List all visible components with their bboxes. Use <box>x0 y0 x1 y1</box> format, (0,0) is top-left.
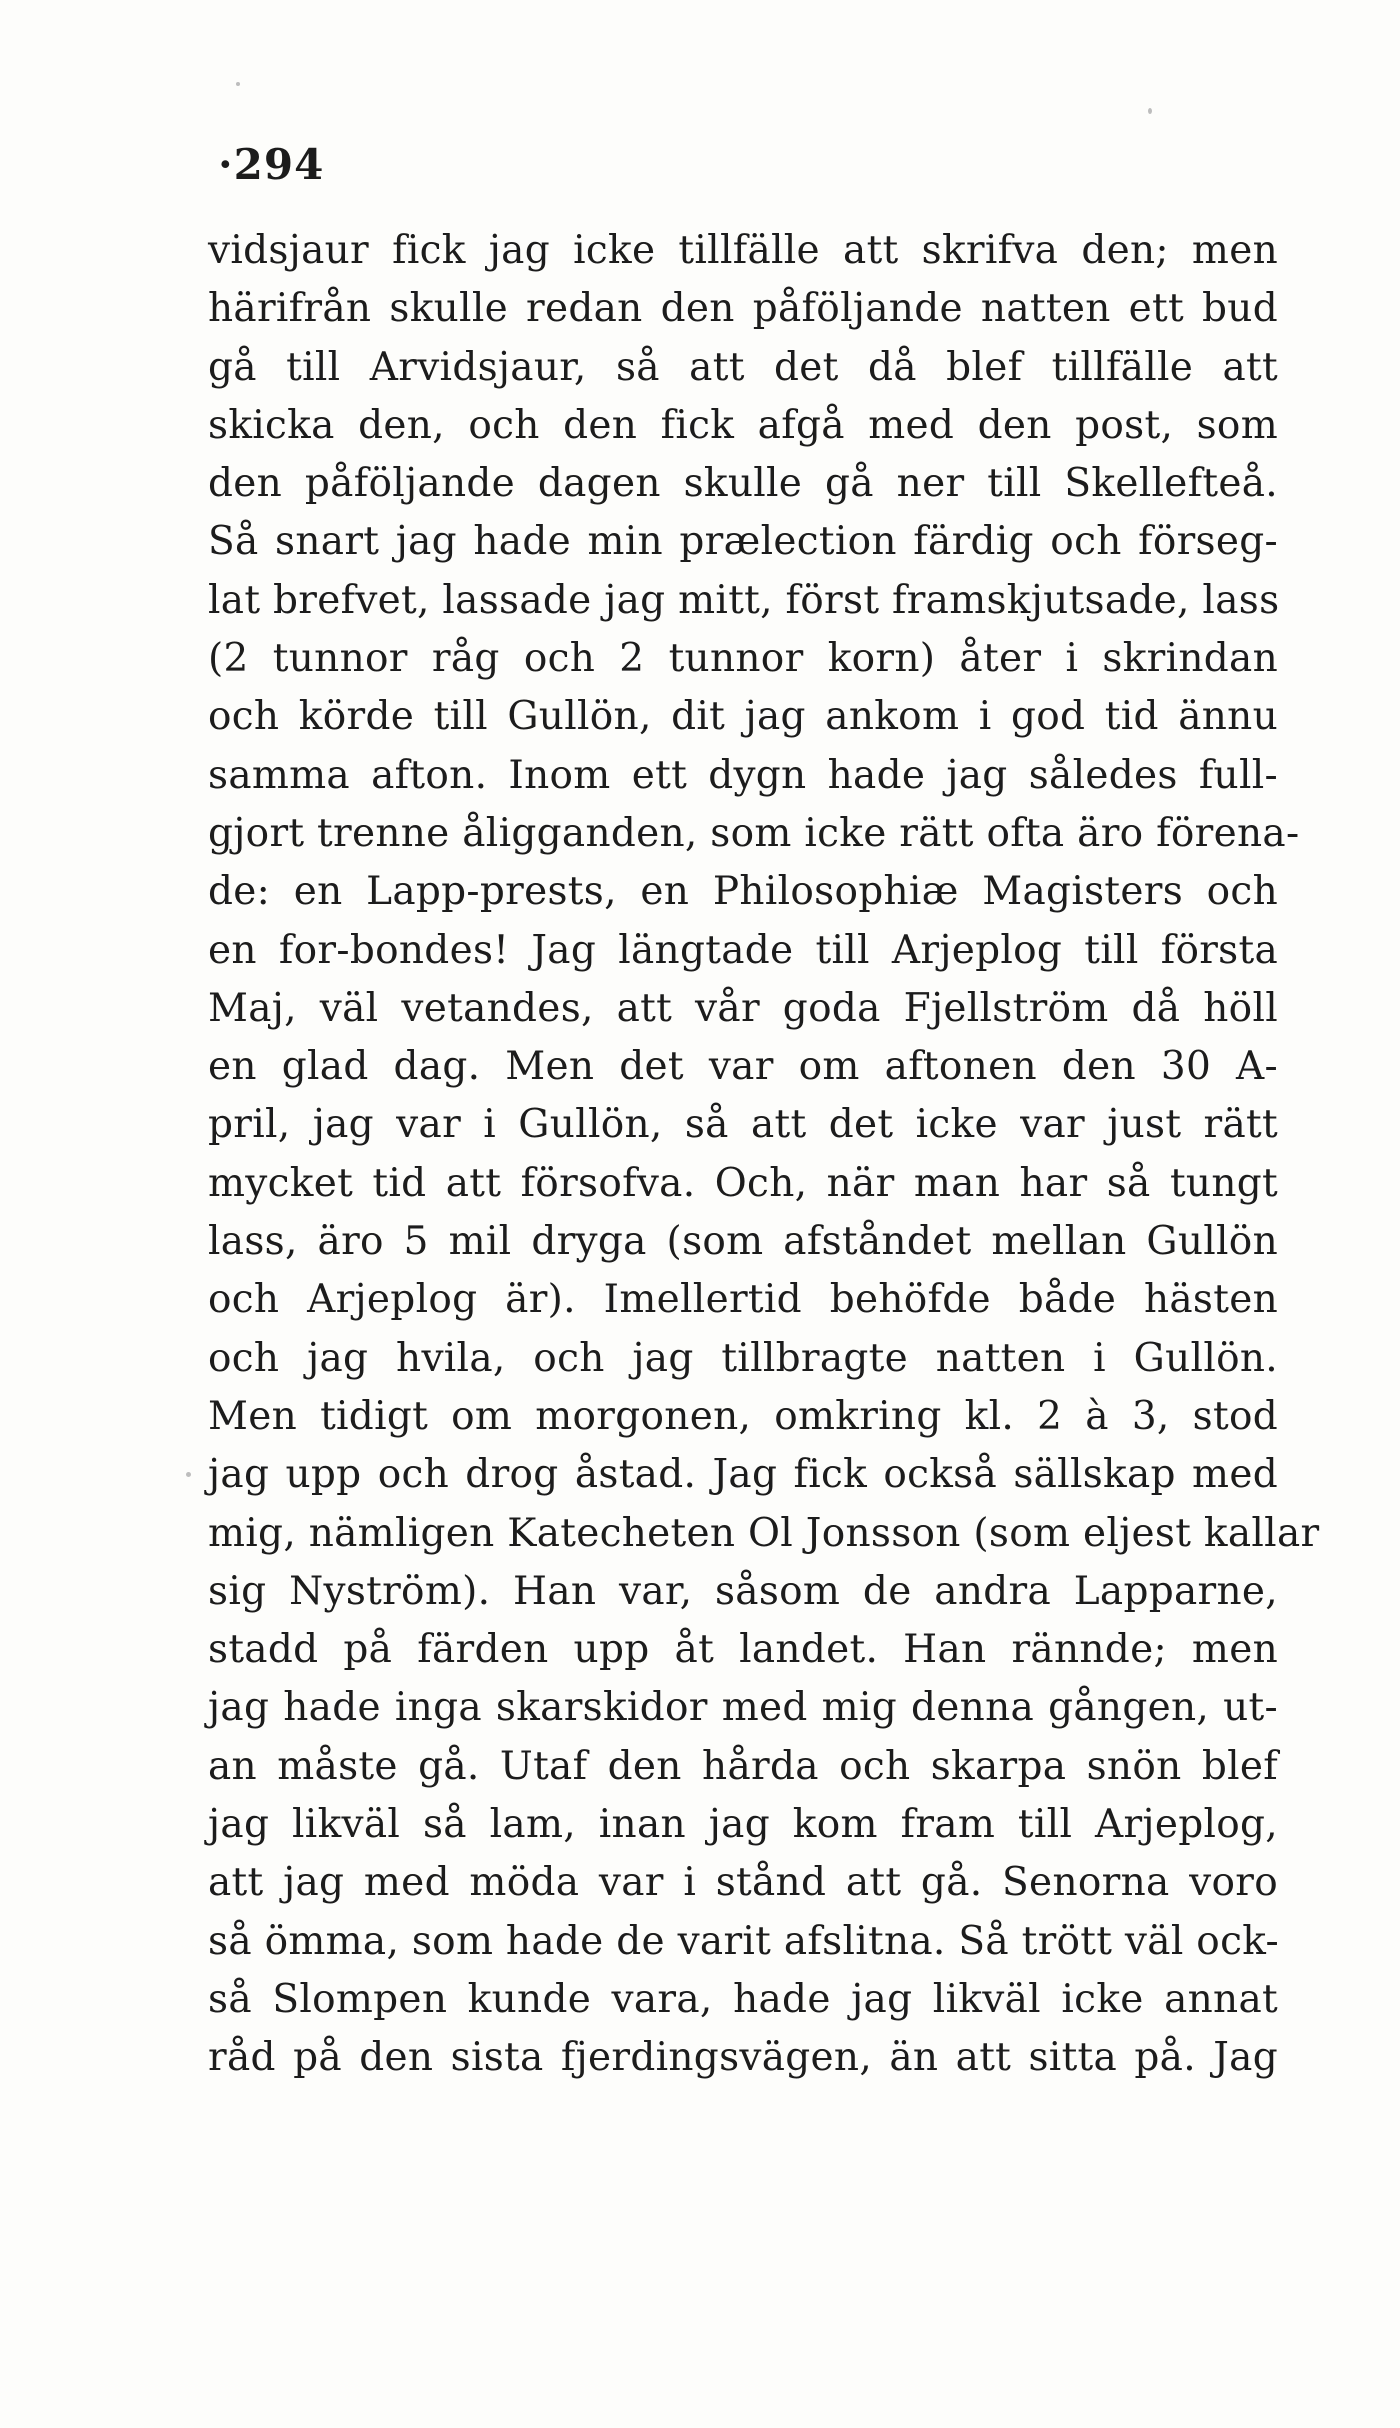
text-line: lass, äro 5 mil dryga (som afståndet mellan Gullön <box>208 1219 1278 1265</box>
text-line: och Arjeplog är). Imellertid behöfde både hästen <box>208 1277 1278 1323</box>
scan-speck <box>236 82 240 86</box>
text-line: jag hade inga skarskidor med mig denna gången, ut- <box>208 1685 1278 1731</box>
page-number: ·294 <box>218 140 325 189</box>
text-line: de: en Lapp-prests, en Philosophiæ Magisters och <box>208 869 1278 915</box>
text-line: och körde till Gullön, dit jag ankom i god tid ännu <box>208 694 1278 740</box>
text-line: pril, jag var i Gullön, så att det icke var just rätt <box>208 1102 1278 1148</box>
text-line: mycket tid att försofva. Och, när man har så tungt <box>208 1160 1278 1206</box>
text-line: så Slompen kunde vara, hade jag likväl icke annat <box>208 1976 1278 2022</box>
text-line: mig, nämligen Katecheten Ol Jonsson (som eljest kallar <box>208 1510 1320 1556</box>
text-line: stadd på färden upp åt landet. Han rännde; men <box>208 1627 1278 1673</box>
text-line: (2 tunnor råg och 2 tunnor korn) åter i skrindan <box>208 636 1278 682</box>
text-line: Maj, väl vetandes, att vår goda Fjellström då höll <box>208 985 1278 1031</box>
text-line: en for-bondes! Jag längtade till Arjeplog till första <box>208 927 1278 973</box>
text-line: och jag hvila, och jag tillbragte natten i Gullön. <box>208 1335 1278 1381</box>
text-line: sig Nyström). Han var, såsom de andra Lapparne, <box>208 1568 1278 1614</box>
text-line: lat brefvet, lassade jag mitt, först framskjutsade, lass <box>208 577 1280 623</box>
text-line: Men tidigt om morgonen, omkring kl. 2 à 3, stod <box>208 1393 1278 1439</box>
text-line: an måste gå. Utaf den hårda och skarpa snön blef <box>208 1743 1278 1789</box>
body-text <box>208 222 1320 2088</box>
scan-speck <box>186 1472 191 1477</box>
text-line: en glad dag. Men det var om aftonen den 30 A- <box>208 1044 1278 1090</box>
scan-speck <box>1148 108 1152 114</box>
text-line: råd på den sista fjerdingsvägen, än att sitta på. Jag <box>208 2035 1278 2081</box>
text-line: samma afton. Inom ett dygn hade jag således full- <box>208 752 1278 798</box>
text-line: härifrån skulle redan den påföljande natten ett bud <box>208 286 1278 332</box>
text-line: jag likväl så lam, inan jag kom fram till Arjeplog, <box>208 1802 1278 1848</box>
text-line: så ömma, som hade de varit afslitna. Så trött väl ock- <box>208 1918 1279 1964</box>
text-line: skicka den, och den fick afgå med den post, som <box>208 402 1278 448</box>
text-line: jag upp och drog åstad. Jag fick också sällskap med <box>208 1452 1278 1498</box>
text-line: den påföljande dagen skulle gå ner till Skellefteå. <box>208 461 1278 507</box>
text-line: gå till Arvidsjaur, så att det då blef tillfälle att <box>208 344 1278 390</box>
text-line: vidsjaur fick jag icke tillfälle att skrifva den; men <box>208 228 1278 273</box>
text-line: att jag med möda var i stånd att gå. Senorna voro <box>208 1860 1278 1906</box>
text-line: gjort trenne åligganden, som icke rätt ofta äro förena- <box>208 810 1300 856</box>
text-line: Så snart jag hade min prælection färdig och förseg- <box>208 519 1278 565</box>
